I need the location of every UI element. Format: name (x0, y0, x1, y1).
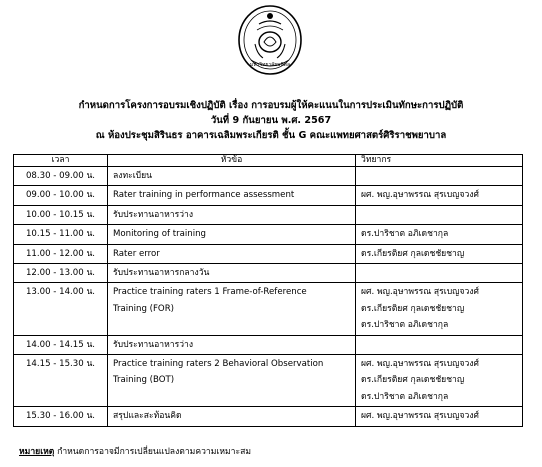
speaker-name: ดร.เกียรติยศ กุลเดชชัยชาญ (361, 303, 465, 314)
speaker-name: ดร.เกียรติยศ กุลเดชชัยชาญ (361, 248, 465, 259)
topic-line: Training (BOT) (113, 375, 175, 386)
speaker-name: ผศ. พญ.อุษาพรรณ สุรเบญจวงศ์ (361, 359, 480, 370)
topic-cell (108, 264, 356, 283)
table-row (14, 283, 523, 335)
topic-line: Practice training raters 1 Frame-of-Reference (113, 287, 307, 298)
note-label: หมายเหตุ (19, 447, 55, 457)
footnote (19, 444, 251, 458)
time-cell: 14.15 - 15.30 น. (14, 355, 108, 407)
speaker-name: ดร.ปาริชาต อภิเดชากุล (361, 391, 449, 402)
speaker-cell (356, 205, 523, 224)
document-venue: ณ ห้องประชุมสิรินธร อาคารเฉลิมพระเกียรติ ชั้น G คณะแพทยศาสตร์ศิริราชพยาบาล (95, 130, 447, 141)
topic-cell (108, 186, 356, 205)
speaker-name: ดร.ปาริชาต อภิเดชากุล (361, 320, 449, 331)
svg-text:มหาวิทยาลัยมหิดล: มหาวิทยาลัยมหิดล (249, 62, 291, 68)
speaker-name: ดร.ปาริชาต อภิเดชากุล (361, 229, 449, 240)
schedule-body (14, 167, 523, 427)
header-speaker: วิทยากร (356, 155, 523, 167)
time-cell: 10.00 - 10.15 น. (14, 205, 108, 224)
table-row (14, 225, 523, 244)
speaker-cell (356, 167, 523, 186)
time-cell: 12.00 - 13.00 น. (14, 264, 108, 283)
topic-line: รับประทานอาหารว่าง (113, 209, 194, 220)
speaker-cell (356, 335, 523, 354)
speaker-cell (356, 355, 523, 407)
table-row (14, 264, 523, 283)
table-row (14, 407, 523, 426)
topic-line: Practice training raters 2 Behavioral Observation (113, 359, 324, 370)
speaker-cell (356, 186, 523, 205)
header-topic: หัวข้อ (108, 155, 356, 167)
table-row (14, 355, 523, 407)
topic-cell (108, 283, 356, 335)
topic-cell (108, 225, 356, 244)
topic-line: Monitoring of training (113, 229, 206, 240)
topic-line: สรุปและสะท้อนคิด (113, 411, 182, 422)
table-row (14, 186, 523, 205)
speaker-name: ผศ. พญ.อุษาพรรณ สุรเบญจวงศ์ (361, 411, 480, 422)
speaker-cell (356, 225, 523, 244)
speaker-name: ผศ. พญ.อุษาพรรณ สุรเบญจวงศ์ (361, 190, 480, 201)
note-text: กำหนดการอาจมีการเปลี่ยนแปลงตามความเหมาะสม (57, 447, 252, 457)
topic-cell (108, 335, 356, 354)
time-cell: 09.00 - 10.00 น. (14, 186, 108, 205)
time-cell: 10.15 - 11.00 น. (14, 225, 108, 244)
document-date: วันที่ 9 กันยายน พ.ศ. 2567 (210, 115, 332, 126)
time-cell: 15.30 - 16.00 น. (14, 407, 108, 426)
topic-line: ลงทะเบียน (113, 171, 153, 181)
table-row (14, 335, 523, 354)
time-cell: 08.30 - 09.00 น. (14, 167, 108, 186)
speaker-name: ผศ. พญ.อุษาพรรณ สุรเบญจวงศ์ (361, 287, 480, 298)
speaker-cell (356, 244, 523, 263)
table-row (14, 205, 523, 224)
topic-cell (108, 407, 356, 426)
speaker-cell (356, 283, 523, 335)
time-cell: 11.00 - 12.00 น. (14, 244, 108, 263)
university-seal-logo (237, 4, 303, 76)
topic-line: Training (FOR) (113, 303, 175, 314)
speaker-name: ดร.เกียรติยศ กุลเดชชัยชาญ (361, 375, 465, 386)
topic-line: รับประทานอาหารว่าง (113, 339, 194, 350)
document-title: กำหนดการโครงการอบรมเชิงปฏิบัติ เรื่อง การอบรมผู้ให้คะแนนในการประเมินทักษะการปฏิบัติ (78, 100, 464, 111)
topic-cell (108, 244, 356, 263)
topic-cell (108, 355, 356, 407)
time-cell: 13.00 - 14.00 น. (14, 283, 108, 335)
topic-line: รับประทานอาหารกลางวัน (113, 268, 210, 279)
speaker-cell (356, 264, 523, 283)
header-time: เวลา (14, 155, 108, 167)
speaker-cell (356, 407, 523, 426)
table-header-row (14, 155, 523, 167)
table-row (14, 244, 523, 263)
topic-line: Rater error (113, 248, 160, 259)
topic-cell (108, 205, 356, 224)
topic-line: Rater training in performance assessment (113, 190, 295, 201)
schedule-table (13, 154, 523, 427)
topic-cell (108, 167, 356, 186)
table-row (14, 167, 523, 186)
time-cell: 14.00 - 14.15 น. (14, 335, 108, 354)
